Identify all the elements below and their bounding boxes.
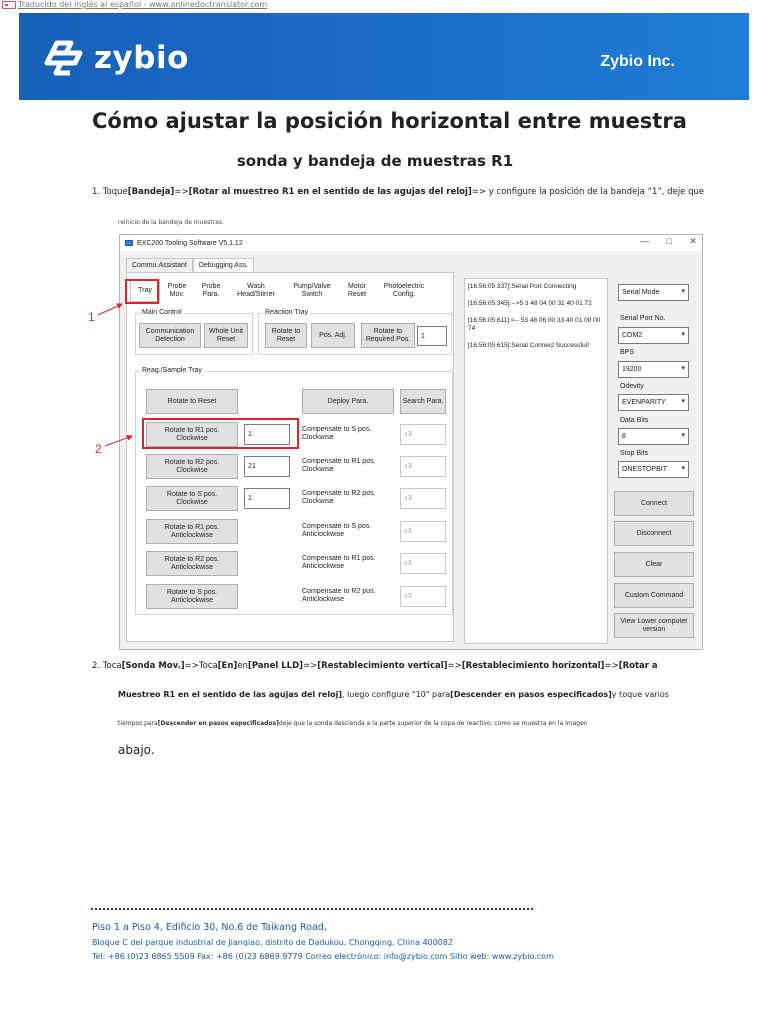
translator-icon xyxy=(2,1,16,9)
stop-bits-label: Stop Bits xyxy=(620,450,649,457)
bps-select[interactable]: 19200 ▾ xyxy=(618,361,689,378)
tab-debugging-ass[interactable]: Debugging Ass. xyxy=(193,258,254,273)
sample-rotate-reset-button[interactable]: Rotate to Reset xyxy=(146,389,238,414)
custom-command-button[interactable]: Custom Command xyxy=(614,583,694,608)
step1-subtext: reinicio de la bandeja de muestras. xyxy=(118,219,224,226)
zybio-logo-icon xyxy=(44,39,84,77)
odevity-select[interactable]: EVENPARITY ▾ xyxy=(618,394,689,411)
reaction-tray-label: Reaction Tray xyxy=(265,309,309,316)
data-bits-label: Data Bits xyxy=(620,417,649,424)
search-para-button[interactable]: Search Para. xyxy=(400,389,446,414)
deploy-para-button[interactable]: Deploy Para. xyxy=(302,389,394,414)
company-name: Zybio Inc. xyxy=(600,53,675,70)
tray-highlight-box xyxy=(125,279,159,304)
compensate-r1-clockwise-label: Compensate to R1 pos. Clockwise xyxy=(302,458,376,473)
close-icon[interactable]: ✕ xyxy=(689,236,697,246)
r1-clockwise-highlight-box xyxy=(142,418,299,449)
log-line: [16:56:05 345]:-->5 3 48 04 00 31 40 01 72 xyxy=(468,300,592,307)
compensate-r1-anticlockwise-input[interactable]: ±3 xyxy=(400,553,446,574)
log-line: [16:56:05 611]:<-- 53 48 06 00 33 40 01 00 00 74 xyxy=(468,317,601,332)
main-control-label: Main Control xyxy=(142,309,182,316)
rotate-r2-clockwise-button[interactable]: Rotate to R2 pos. Clockwise xyxy=(146,454,238,479)
compensate-r2-clockwise-input[interactable]: ±3 xyxy=(400,488,446,509)
doc-title-line1: Cómo ajustar la posición horizontal entre muestra xyxy=(92,109,687,133)
tab-commu-assistant[interactable]: Commu.Assistant xyxy=(126,258,193,272)
odevity-label: Odevity xyxy=(620,383,644,390)
r1-clockwise-input[interactable]: 1 xyxy=(244,424,290,445)
rotate-s-clockwise-button[interactable]: Rotate to S pos. Clockwise xyxy=(146,486,238,511)
subtab-photoelectric[interactable]: Photoelectric Config. xyxy=(383,283,425,298)
app-icon xyxy=(125,240,133,246)
rotate-r1-anticlockwise-button[interactable]: Rotate to R1 pos. Anticlockwise xyxy=(146,519,238,544)
translator-link[interactable]: Traducido del inglés al español - www.onlinedoctranslator.com xyxy=(18,0,268,9)
maximize-icon[interactable]: □ xyxy=(666,236,672,246)
step1-text: 1. Toque[Bandeja]=>[Rotar al muestreo R1 en el sentido de las agujas del reloj]=> y configure la posición de la bandeja “1”, deje que xyxy=(92,187,705,197)
step2-line2: Muestreo R1 en el sentido de las agujas del reloj], luego configure "10" para[Descender en pasos especificados]y toque varios xyxy=(118,690,669,699)
footer-address-line2: Bloque C del parque industrial de Jianqiao, distrito de Dadukou, Chongqing, China 400082 xyxy=(92,938,454,947)
subtab-wash-head[interactable]: Wash Head/Stirrer xyxy=(237,283,275,298)
bps-label: BPS xyxy=(620,349,635,356)
connect-button[interactable]: Connect xyxy=(614,491,694,516)
compensate-s-clockwise-input[interactable]: ±3 xyxy=(400,424,446,445)
rotate-required-pos-button[interactable]: Rotate to Required Pos. xyxy=(361,323,415,348)
header-banner xyxy=(19,13,749,100)
compensate-s-clockwise-label: Compensate to S pos. Clockwise xyxy=(302,426,372,441)
pos-adj-button[interactable]: Pos. Adj. xyxy=(311,323,355,348)
reaction-rotate-reset-button[interactable]: Rotate to Reset xyxy=(265,323,307,348)
s-clockwise-input[interactable]: 1 xyxy=(244,488,290,509)
reag-sample-tray-label: Reag./Sample Tray xyxy=(142,367,202,374)
compensate-r2-anticlockwise-label: Compensate to R2 pos. Anticlockwise xyxy=(302,588,376,603)
debugging-panel xyxy=(126,272,454,642)
compensate-s-anticlockwise-input[interactable]: ±3 xyxy=(400,521,446,542)
compensate-r1-clockwise-input[interactable]: ±3 xyxy=(400,456,446,477)
compensate-r2-clockwise-label: Compensate to R2 pos. Clockwise xyxy=(302,490,376,505)
serial-mode-select[interactable]: Serial Mode ▾ xyxy=(618,284,689,301)
step2-text: 2. Toca[Sonda Mov.]=>Toca[En]en[Panel LLD]=>[Restablecimiento vertical]=>[Restablecimiento horizontal]=>[Rotar a xyxy=(92,661,658,671)
footer-address-line1: Piso 1 a Piso 4, Edificio 30, No.6 de Taikang Road, xyxy=(92,922,327,933)
step2-line3: tiempos para[Descender en pasos especificados]deje que la sonda descienda a la parte superior de la copa de reactivo, como se muestra en la imagen xyxy=(118,720,588,727)
compensate-s-anticlockwise-label: Compensate to S pos. Anticlockwise xyxy=(302,523,372,538)
compensate-r2-anticlockwise-input[interactable]: ±3 xyxy=(400,586,446,607)
translator-bar[interactable] xyxy=(0,0,267,10)
compensate-r1-anticlockwise-label: Compensate to R1 pos. Anticlockwise xyxy=(302,555,376,570)
app-window xyxy=(119,234,703,650)
logo-text: zybio xyxy=(94,40,189,76)
subtab-pump-valve[interactable]: Pump/Valve Switch xyxy=(293,283,331,298)
subtab-probe-para[interactable]: Probe Para. xyxy=(201,283,221,298)
stop-bits-select[interactable]: ONESTOPBIT ▾ xyxy=(618,461,689,478)
app-title: EXC200 Tooling Software V5.1.12 xyxy=(137,239,243,247)
callout-2: 2 xyxy=(95,442,102,456)
step2-line4: abajo. xyxy=(118,743,155,757)
serial-port-label: Serial Port No. xyxy=(620,315,666,322)
serial-port-select[interactable]: COM2 ▾ xyxy=(618,327,689,344)
main-control-group xyxy=(135,309,253,355)
required-pos-input[interactable]: 1 xyxy=(417,326,447,346)
reaction-tray-group xyxy=(258,309,452,355)
data-bits-select[interactable]: 8 ▾ xyxy=(618,428,689,445)
zybio-logo xyxy=(44,39,189,77)
app-titlebar xyxy=(120,235,702,251)
disconnect-button[interactable]: Disconnect xyxy=(614,521,694,546)
subtab-probe-mov[interactable]: Probe Mov. xyxy=(167,283,187,298)
callout-1: 1 xyxy=(88,310,95,324)
clear-button[interactable]: Clear xyxy=(614,552,694,577)
subtab-tray[interactable]: Tray xyxy=(130,280,160,302)
rotate-r1-clockwise-button[interactable]: Rotate to R1 pos. Clockwise xyxy=(146,422,238,447)
footer-contact: Tel: +86 (0)23 6865 5509 Fax: +86 (0)23 6869 9779 Correo electrónico: info@zybio.com Sitio web: www.zybio.com xyxy=(92,952,554,961)
rotate-s-anticlockwise-button[interactable]: Rotate to S pos. Anticlockwise xyxy=(146,584,238,609)
subtab-motor-reset[interactable]: Motor Reset xyxy=(347,283,367,298)
view-lower-version-button[interactable]: View Lower computer version xyxy=(614,613,694,638)
serial-log xyxy=(464,278,608,644)
footer-divider xyxy=(91,908,533,910)
reag-sample-tray-group xyxy=(135,367,453,615)
log-line: [16:56:05 615]:Serial Connect Successful! xyxy=(468,342,590,349)
minimize-icon[interactable]: — xyxy=(640,236,650,246)
doc-title-line2: sonda y bandeja de muestras R1 xyxy=(236,152,514,170)
log-line: [16:56:05 337]:Serial Port Connecting xyxy=(468,283,577,290)
whole-unit-reset-button[interactable]: Whole Unit Reset xyxy=(204,323,248,348)
rotate-r2-anticlockwise-button[interactable]: Rotate to R2 pos. Anticlockwise xyxy=(146,551,238,576)
communication-detection-button[interactable]: Communication Detection xyxy=(139,323,201,348)
r2-clockwise-input[interactable]: 21 xyxy=(244,456,290,477)
